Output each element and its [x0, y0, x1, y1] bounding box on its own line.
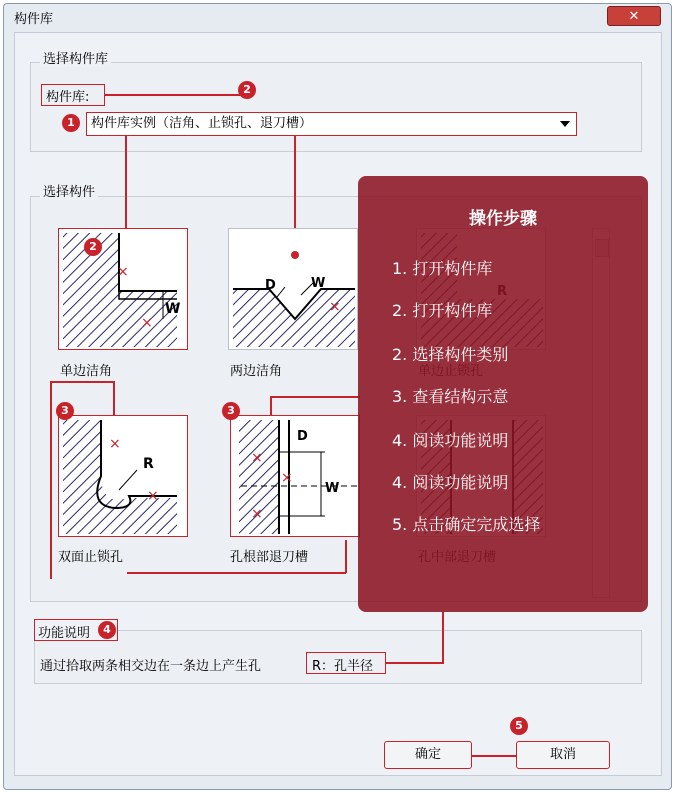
component-tile-double-lock-hole[interactable]: [58, 415, 188, 537]
badge-3-left: 3: [56, 402, 74, 420]
tile4-caption: 双面止锁孔: [58, 550, 124, 565]
overlay-step-2: 2. 打开构件库: [392, 301, 493, 320]
window-title: 构件库: [14, 12, 54, 27]
overlay-step-3: 2. 选择构件类别: [392, 345, 509, 364]
badge-3-right: 3: [222, 402, 240, 420]
single-edge-clean-corner-diagram: [59, 229, 188, 350]
component-tile-hole-root-undercut[interactable]: [230, 415, 360, 537]
library-select[interactable]: [86, 112, 577, 136]
callout-line-c: [50, 381, 114, 383]
svg-text:×: ×: [109, 436, 121, 452]
tile2-dim-d: D: [265, 278, 276, 293]
badge-2: 2: [238, 81, 256, 99]
tile5-caption: 孔根部退刀槽: [230, 550, 309, 565]
close-button[interactable]: ✕: [607, 6, 661, 26]
description-param: R：孔半径: [312, 659, 374, 674]
tile5-dim-d: D: [297, 429, 308, 444]
callout-line-j: [386, 662, 444, 664]
overlay-title: 操作步骤: [469, 209, 537, 229]
library-group: [30, 62, 642, 152]
callout-line-k: [442, 612, 444, 663]
tile1-dim-label: W: [165, 301, 181, 317]
description-label: 功能说明: [38, 626, 91, 641]
overlay-step-4: 3. 查看结构示意: [392, 387, 509, 406]
library-select-value: 构件库实例（洁角、止锁孔、退刀槽）: [91, 116, 313, 131]
badge-1: 1: [62, 114, 80, 132]
callout-line-f: [127, 572, 346, 574]
cancel-button[interactable]: 取消: [516, 741, 610, 769]
badge-4: 4: [98, 621, 116, 639]
svg-text:×: ×: [251, 506, 263, 522]
hole-root-undercut-diagram: [231, 416, 360, 537]
svg-text:×: ×: [329, 299, 341, 315]
callout-line-l: [472, 755, 516, 757]
description-text: 通过拾取两条相交边在一条边上产生孔: [40, 659, 262, 674]
component-tile-single-edge-clean-corner[interactable]: [58, 228, 188, 350]
double-edge-clean-corner-diagram: [229, 229, 358, 350]
svg-text:×: ×: [147, 488, 159, 504]
callout-line-d: [50, 381, 52, 579]
callout-line-a: [125, 136, 127, 230]
steps-overlay: [358, 176, 648, 612]
ok-button[interactable]: 确定: [384, 741, 472, 769]
overlay-step-7: 5. 点击确定完成选择: [392, 515, 541, 534]
badge-5: 5: [510, 717, 528, 735]
tile5-dim-w: W: [325, 481, 340, 496]
tile1-caption: 单边洁角: [60, 364, 113, 379]
overlay-step-5: 4. 阅读功能说明: [392, 431, 509, 450]
component-group-label: 选择构件: [40, 181, 98, 200]
svg-text:×: ×: [141, 315, 153, 331]
callout-line-2: [105, 94, 241, 96]
badge-2-inner: 2: [84, 238, 102, 256]
callout-line-g: [345, 540, 347, 573]
svg-text:×: ×: [117, 264, 129, 280]
chevron-down-icon[interactable]: [560, 121, 570, 127]
tile4-dim: R: [143, 456, 154, 472]
double-lock-hole-diagram: [59, 416, 188, 537]
tile2-caption: 两边洁角: [230, 364, 283, 379]
callout-line-h: [270, 396, 360, 398]
component-tile-double-edge-clean-corner[interactable]: [228, 228, 358, 350]
library-group-label: 选择构件库: [40, 48, 111, 67]
overlay-step-6: 4. 阅读功能说明: [392, 473, 509, 492]
svg-text:×: ×: [281, 470, 293, 486]
tile2-dim-w: W: [311, 276, 326, 291]
svg-text:×: ×: [251, 450, 263, 466]
overlay-step-1: 1. 打开构件库: [392, 259, 493, 278]
callout-line-e: [113, 381, 115, 417]
library-field-label: 构件库:: [46, 90, 90, 105]
